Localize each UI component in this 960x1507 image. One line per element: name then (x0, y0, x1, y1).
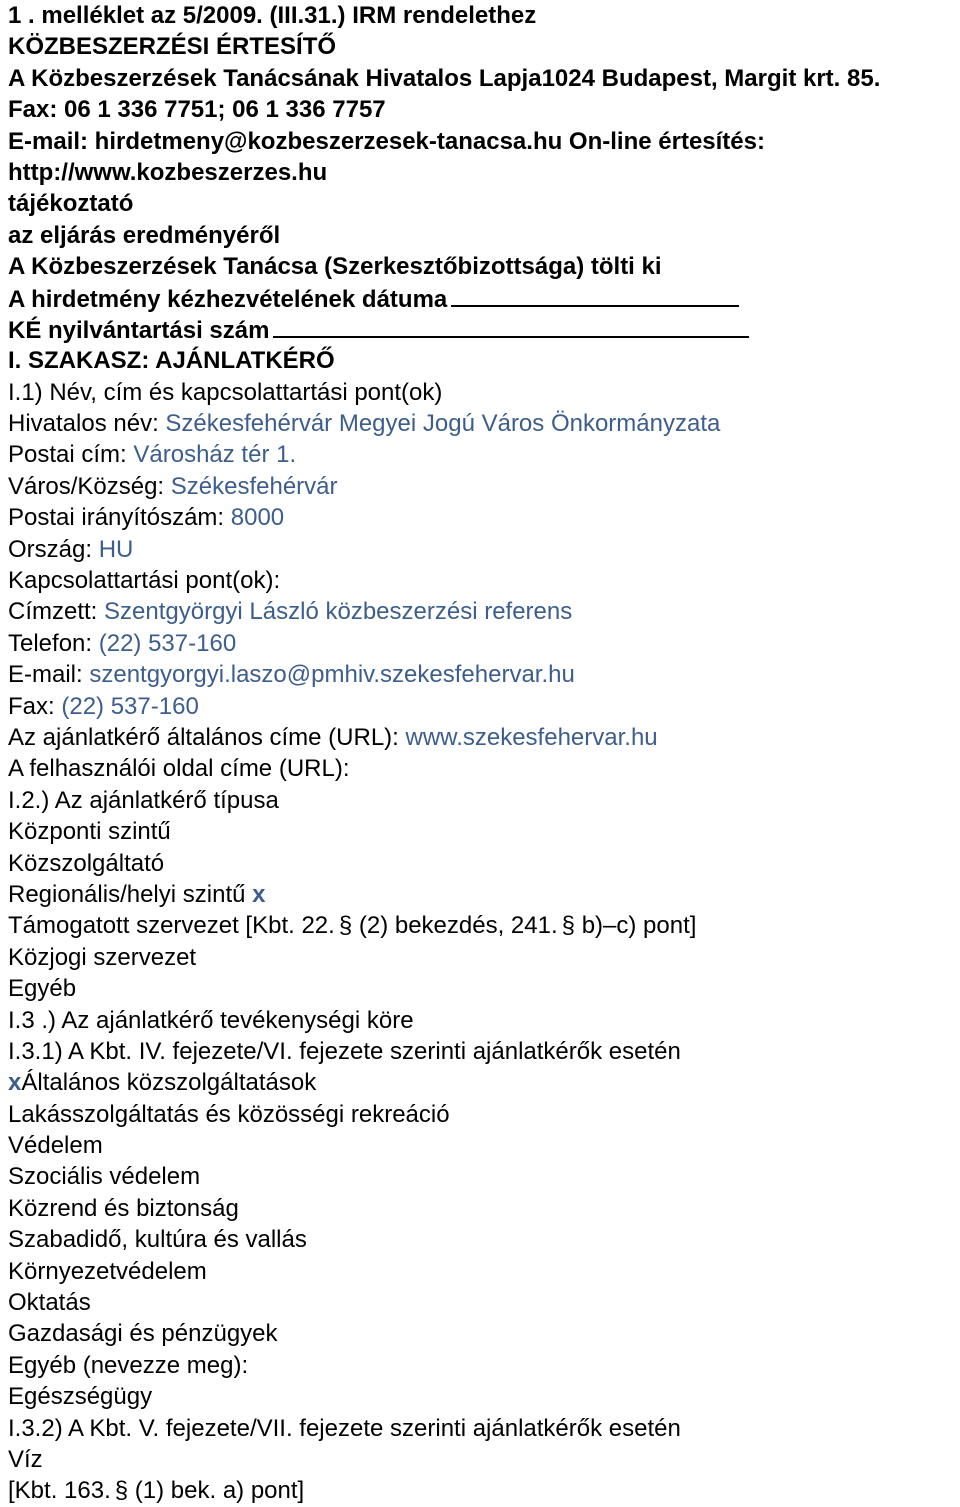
type-supported-text-a: Támogatott szervezet [Kbt. 22. (8, 912, 335, 940)
receipt-date-label: A hirdetmény kézhezvételének dátuma (8, 285, 448, 313)
type-central: Központi szintű (8, 818, 171, 846)
activity-heading: I.3 .) Az ajánlatkérő tevékenységi köre (8, 1006, 414, 1034)
activity-environment: Környezetvédelem (8, 1257, 207, 1285)
general-url-label: Az ajánlatkérő általános címe (URL): (8, 723, 399, 751)
type-supported-text-c: b)–c) pont] (581, 912, 697, 940)
recipient-label: Címzett: (8, 598, 98, 626)
annex-reference: 1 . melléklet az 5/2009. (III.31.) IRM rendelethez (8, 2, 537, 29)
activity-defence: Védelem (8, 1132, 103, 1160)
fax-value: (22) 537-160 (61, 692, 199, 720)
postal-code-row (8, 502, 956, 533)
general-url-row (8, 722, 956, 753)
fax-label: Fax: (8, 692, 55, 720)
activity-recreation: Szabadidő, kultúra és vallás (8, 1226, 307, 1254)
activity-economic: Gazdasági és pénzügyek (8, 1320, 278, 1348)
type-other: Egyéb (8, 975, 77, 1003)
section-sign-icon: § (114, 1477, 129, 1505)
email-label: E-mail: (8, 661, 83, 689)
phone-label: Telefon: (8, 629, 93, 657)
recipient-row (8, 596, 956, 627)
contact-points-label: Kapcsolattartási pont(ok): (8, 567, 281, 595)
filled-by-line: A Közbeszerzések Tanácsa (Szerkesztőbizottsága) tölti ki (8, 253, 662, 281)
receipt-date-blank (451, 283, 739, 307)
type-public-law: Közjogi szervezet (8, 943, 197, 971)
country-label: Ország: (8, 535, 93, 563)
section-heading: I. SZAKASZ: AJÁNLATKÉRŐ (8, 347, 335, 375)
postal-code-value: 8000 (230, 504, 285, 532)
official-name-value: Székesfehérvár Megyei Jogú Város Önkormányzata (165, 410, 721, 438)
postal-code-label: Postai irányítószám: (8, 504, 225, 532)
recipient-value: Szentgyörgyi László közbeszerzési referens (104, 598, 573, 626)
activity-health: Egészségügy (8, 1383, 153, 1411)
type-supported-row (8, 910, 956, 941)
registry-blank (273, 314, 749, 338)
type-heading: I.2.) Az ajánlatkérő típusa (8, 786, 279, 814)
phone-value: (22) 537-160 (98, 629, 237, 657)
official-name-row (8, 408, 956, 439)
contact-heading: I.1) Név, cím és kapcsolattartási pont(ok) (8, 378, 443, 406)
type-utility: Közszolgáltató (8, 849, 165, 877)
email-row (8, 659, 956, 690)
registry-row (8, 314, 956, 345)
fax-row (8, 691, 956, 722)
email-online-line: E-mail: hirdetmeny@kozbeszerzesek-tanacsa.hu On-line értesítés: (8, 127, 765, 155)
registry-label: KÉ nyilvántartási szám (8, 316, 270, 344)
activity-other-specify: Egyéb (nevezze meg): (8, 1351, 249, 1379)
postal-address-label: Postai cím: (8, 441, 127, 469)
phone-row (8, 628, 956, 659)
general-services-row (8, 1067, 956, 1098)
city-label: Város/Község: (8, 472, 165, 500)
general-services-checkmark: x (8, 1069, 22, 1097)
type-regional-checkmark: x (252, 880, 266, 908)
city-value: Székesfehérvár (170, 472, 338, 500)
website-line: http://www.kozbeszerzes.hu (8, 158, 328, 186)
official-name-label: Hivatalos név: (8, 410, 159, 438)
type-supported-text-b: (2) bekezdés, 241. (358, 912, 558, 940)
email-value[interactable]: szentgyorgyi.laszo@pmhiv.szekesfehervar.hu (89, 661, 575, 689)
kbt-reference-text-b: (1) bek. a) pont] (134, 1477, 305, 1505)
section-sign-icon: § (561, 912, 576, 940)
publisher-line: A Közbeszerzések Tanácsának Hivatalos Lapja1024 Budapest, Margit krt. 85. (8, 64, 881, 92)
general-services-label: Általános közszolgáltatások (21, 1069, 317, 1097)
postal-address-value: Városház tér 1. (133, 441, 297, 469)
activity-subheading-2: I.3.2) A Kbt. V. fejezete/VII. fejezete szerinti ajánlatkérők esetén (8, 1414, 681, 1442)
gazette-title: KÖZBESZERZÉSI ÉRTESÍTŐ (8, 33, 337, 61)
activity-subheading-1: I.3.1) A Kbt. IV. fejezete/VI. fejezete szerinti ajánlatkérők esetén (8, 1037, 681, 1065)
notice-subject: az eljárás eredményéről (8, 221, 281, 249)
city-row (8, 471, 956, 502)
kbt-reference-row (8, 1475, 956, 1506)
activity-education: Oktatás (8, 1289, 91, 1317)
country-row (8, 534, 956, 565)
activity-water: Víz (8, 1445, 43, 1473)
section-sign-icon: § (338, 912, 353, 940)
type-regional-label: Regionális/helyi szintű (8, 880, 246, 908)
receipt-date-row (8, 283, 956, 314)
activity-social: Szociális védelem (8, 1163, 201, 1191)
buyer-profile-label: A felhasználói oldal címe (URL): (8, 755, 350, 783)
activity-housing: Lakásszolgáltatás és közösségi rekreáció (8, 1100, 450, 1128)
activity-public-order: Közrend és biztonság (8, 1194, 239, 1222)
document-page (8, 0, 956, 1507)
notice-type: tájékoztató (8, 190, 134, 218)
type-regional-row (8, 879, 956, 910)
fax-line: Fax: 06 1 336 7751; 06 1 336 7757 (8, 96, 386, 124)
country-value: HU (98, 535, 134, 563)
general-url-link[interactable]: www.szekesfehervar.hu (405, 723, 658, 751)
kbt-reference-text-a: [Kbt. 163. (8, 1477, 111, 1505)
postal-address-row (8, 439, 956, 470)
